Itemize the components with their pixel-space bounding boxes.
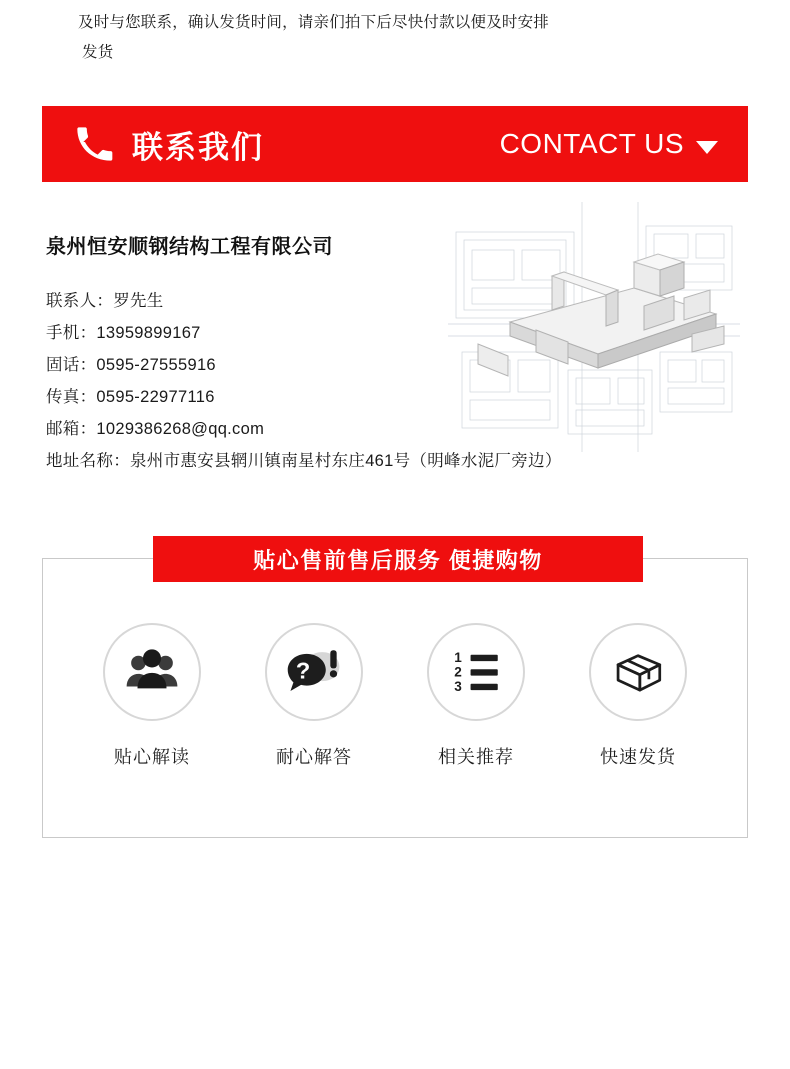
svg-text:2: 2: [454, 664, 462, 680]
chevron-down-icon: [696, 141, 718, 154]
service-item-label: 快速发货: [600, 747, 676, 767]
package-box-icon: [589, 623, 687, 721]
company-contact-person: 联系人：罗先生: [46, 292, 164, 310]
phone-icon: [74, 124, 114, 164]
service-item-label: 贴心解读: [114, 747, 190, 767]
people-group-icon: [103, 623, 201, 721]
company-name: 泉州恒安顺钢结构工程有限公司: [46, 236, 333, 258]
service-item-label: 相关推荐: [438, 747, 514, 767]
svg-text:?: ?: [295, 657, 311, 684]
company-info: [42, 230, 748, 500]
numbered-list-icon: [427, 623, 525, 721]
contact-banner-title-cn: 联系我们: [132, 129, 264, 165]
service-item-list: [43, 559, 747, 769]
contact-banner-right: [500, 128, 718, 160]
svg-text:1: 1: [454, 650, 462, 666]
company-email: 邮箱：1029386268@qq.com: [46, 420, 265, 438]
service-section-title: 贴心售前售后服务 便捷购物: [153, 536, 643, 582]
top-note-line-1: 及时与您联系，确认发货时间，请亲们拍下后尽快付款以便及时安排: [78, 14, 550, 31]
service-section: [42, 547, 748, 838]
company-telephone: 固话：0595-27555916: [46, 356, 216, 374]
contact-banner-title-en: CONTACT US: [499, 128, 684, 159]
service-item-answer[interactable]: [254, 623, 374, 769]
building-blueprint-image: [448, 202, 740, 452]
top-note-line-2: 发货: [82, 44, 114, 61]
service-item-recommend[interactable]: [416, 623, 536, 769]
company-address: 地址名称：泉州市惠安县辋川镇南星村东庄461号（明峰水泥厂旁边）: [46, 452, 562, 470]
company-mobile: 手机：13959899167: [46, 324, 201, 342]
contact-banner-left: [74, 122, 264, 167]
service-item-label: 耐心解答: [276, 747, 352, 767]
speech-bubble-question-icon: [265, 623, 363, 721]
company-fax: 传真：0595-22977116: [46, 388, 215, 406]
service-item-consult[interactable]: [92, 623, 212, 769]
svg-text:3: 3: [454, 679, 462, 695]
service-item-shipping[interactable]: [578, 623, 698, 769]
top-note: [0, 0, 790, 68]
contact-banner: [42, 106, 748, 182]
